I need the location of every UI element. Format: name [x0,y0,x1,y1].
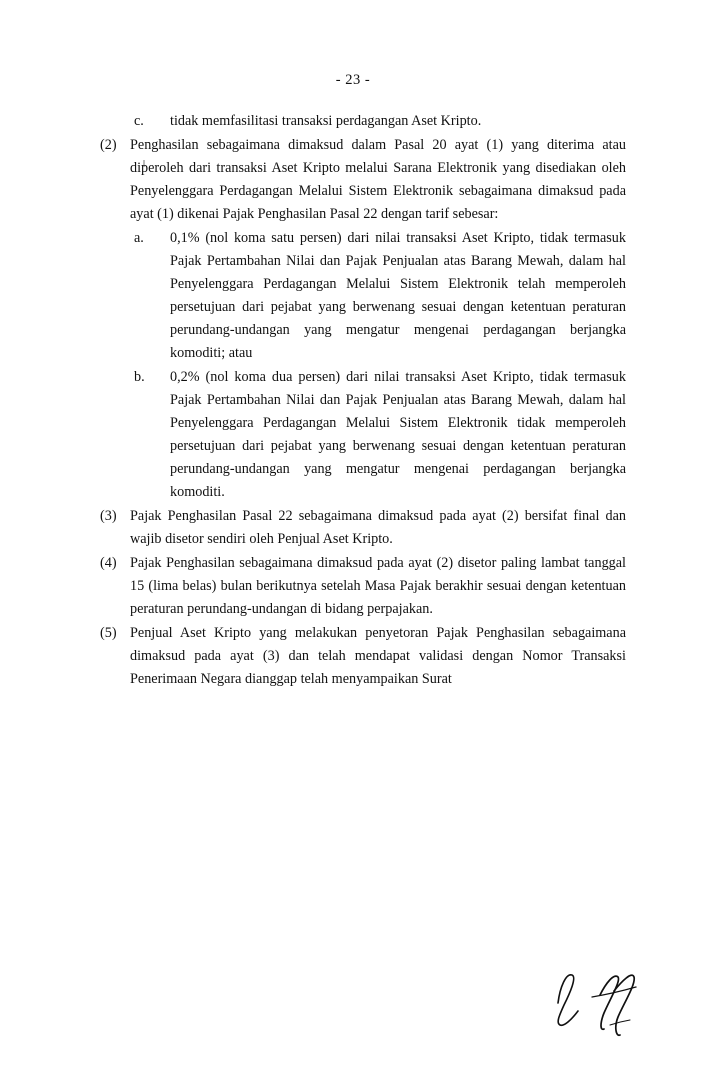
list-item-text: Pajak Penghasilan sebagaimana dimaksud pada ayat (2) disetor paling lambat tanggal 15 (lima belas) bulan berikutnya setelah Masa Pajak berakhir sesuai dengan ketentuan peraturan perundang-undangan di bidang perpajakan. [130,555,626,617]
list-item-text: 0,2% (nol koma dua persen) dari nilai transaksi Aset Kripto, tidak termasuk Pajak Pertambahan Nilai dan Pajak Penjualan atas Barang Mewah, dalam hal Penyelenggara Perdagangan Melalui Sistem Elektronik tidak memperoleh persetujuan dari pejabat yang berwenang sesuai dengan ketentuan peraturan perundang-undangan yang mengatur mengenai perdagangan berjangka komoditi. [170,369,626,500]
list-item [86,505,626,551]
list-item-text: Pajak Penghasilan Pasal 22 sebagaimana dimaksud pada ayat (2) bersifat final dan wajib disetor sendiri oleh Penjual Aset Kripto. [130,508,626,547]
list-item-marker: (2) [100,137,117,153]
list-item-marker: a. [134,230,144,246]
document-body [86,110,626,692]
list-item [86,622,626,691]
list-item-marker: (3) [100,508,117,524]
list-item-text: tidak memfasilitasi transaksi perdagangan Aset Kripto. [170,113,482,129]
list-item [86,134,626,226]
list-item-text: 0,1% (nol koma satu persen) dari nilai transaksi Aset Kripto, tidak termasuk Pajak Pertambahan Nilai dan Pajak Penjualan atas Barang Mewah, dalam hal Penyelenggara Perdagangan Melalui Sistem Elektronik telah memperoleh persetujuan dari pejabat yang berwenang sesuai dengan ketentuan peraturan perundang-undangan yang mengatur mengenai perdagangan berjangka komoditi; atau [170,230,626,361]
list-item [130,227,626,365]
list-item-marker: b. [134,369,145,385]
list-item-text: Penghasilan sebagaimana dimaksud dalam Pasal 20 ayat (1) yang diterima atau diperoleh dari transaksi Aset Kripto melalui Sarana Elektronik yang disediakan oleh Penyelenggara Perdagangan Melalui Sistem Elektronik sebagaimana dimaksud pada ayat (1) dikenai Pajak Penghasilan Pasal 22 dengan tarif sebesar: [130,137,626,222]
signature-mark [548,965,668,1045]
list-item-marker: (5) [100,625,117,641]
list-item [130,366,626,504]
list-item-text: Penjual Aset Kripto yang melakukan penyetoran Pajak Penghasilan sebagaimana dimaksud pada ayat (3) dan telah mendapat validasi dengan Nomor Transaksi Penerimaan Negara dianggap telah menyampaikan Surat [130,625,626,687]
list-item [86,552,626,621]
list-item-marker: c. [134,113,144,129]
list-item-marker: (4) [100,555,117,571]
list-item [130,110,626,133]
page-number: - 23 - [335,72,371,88]
